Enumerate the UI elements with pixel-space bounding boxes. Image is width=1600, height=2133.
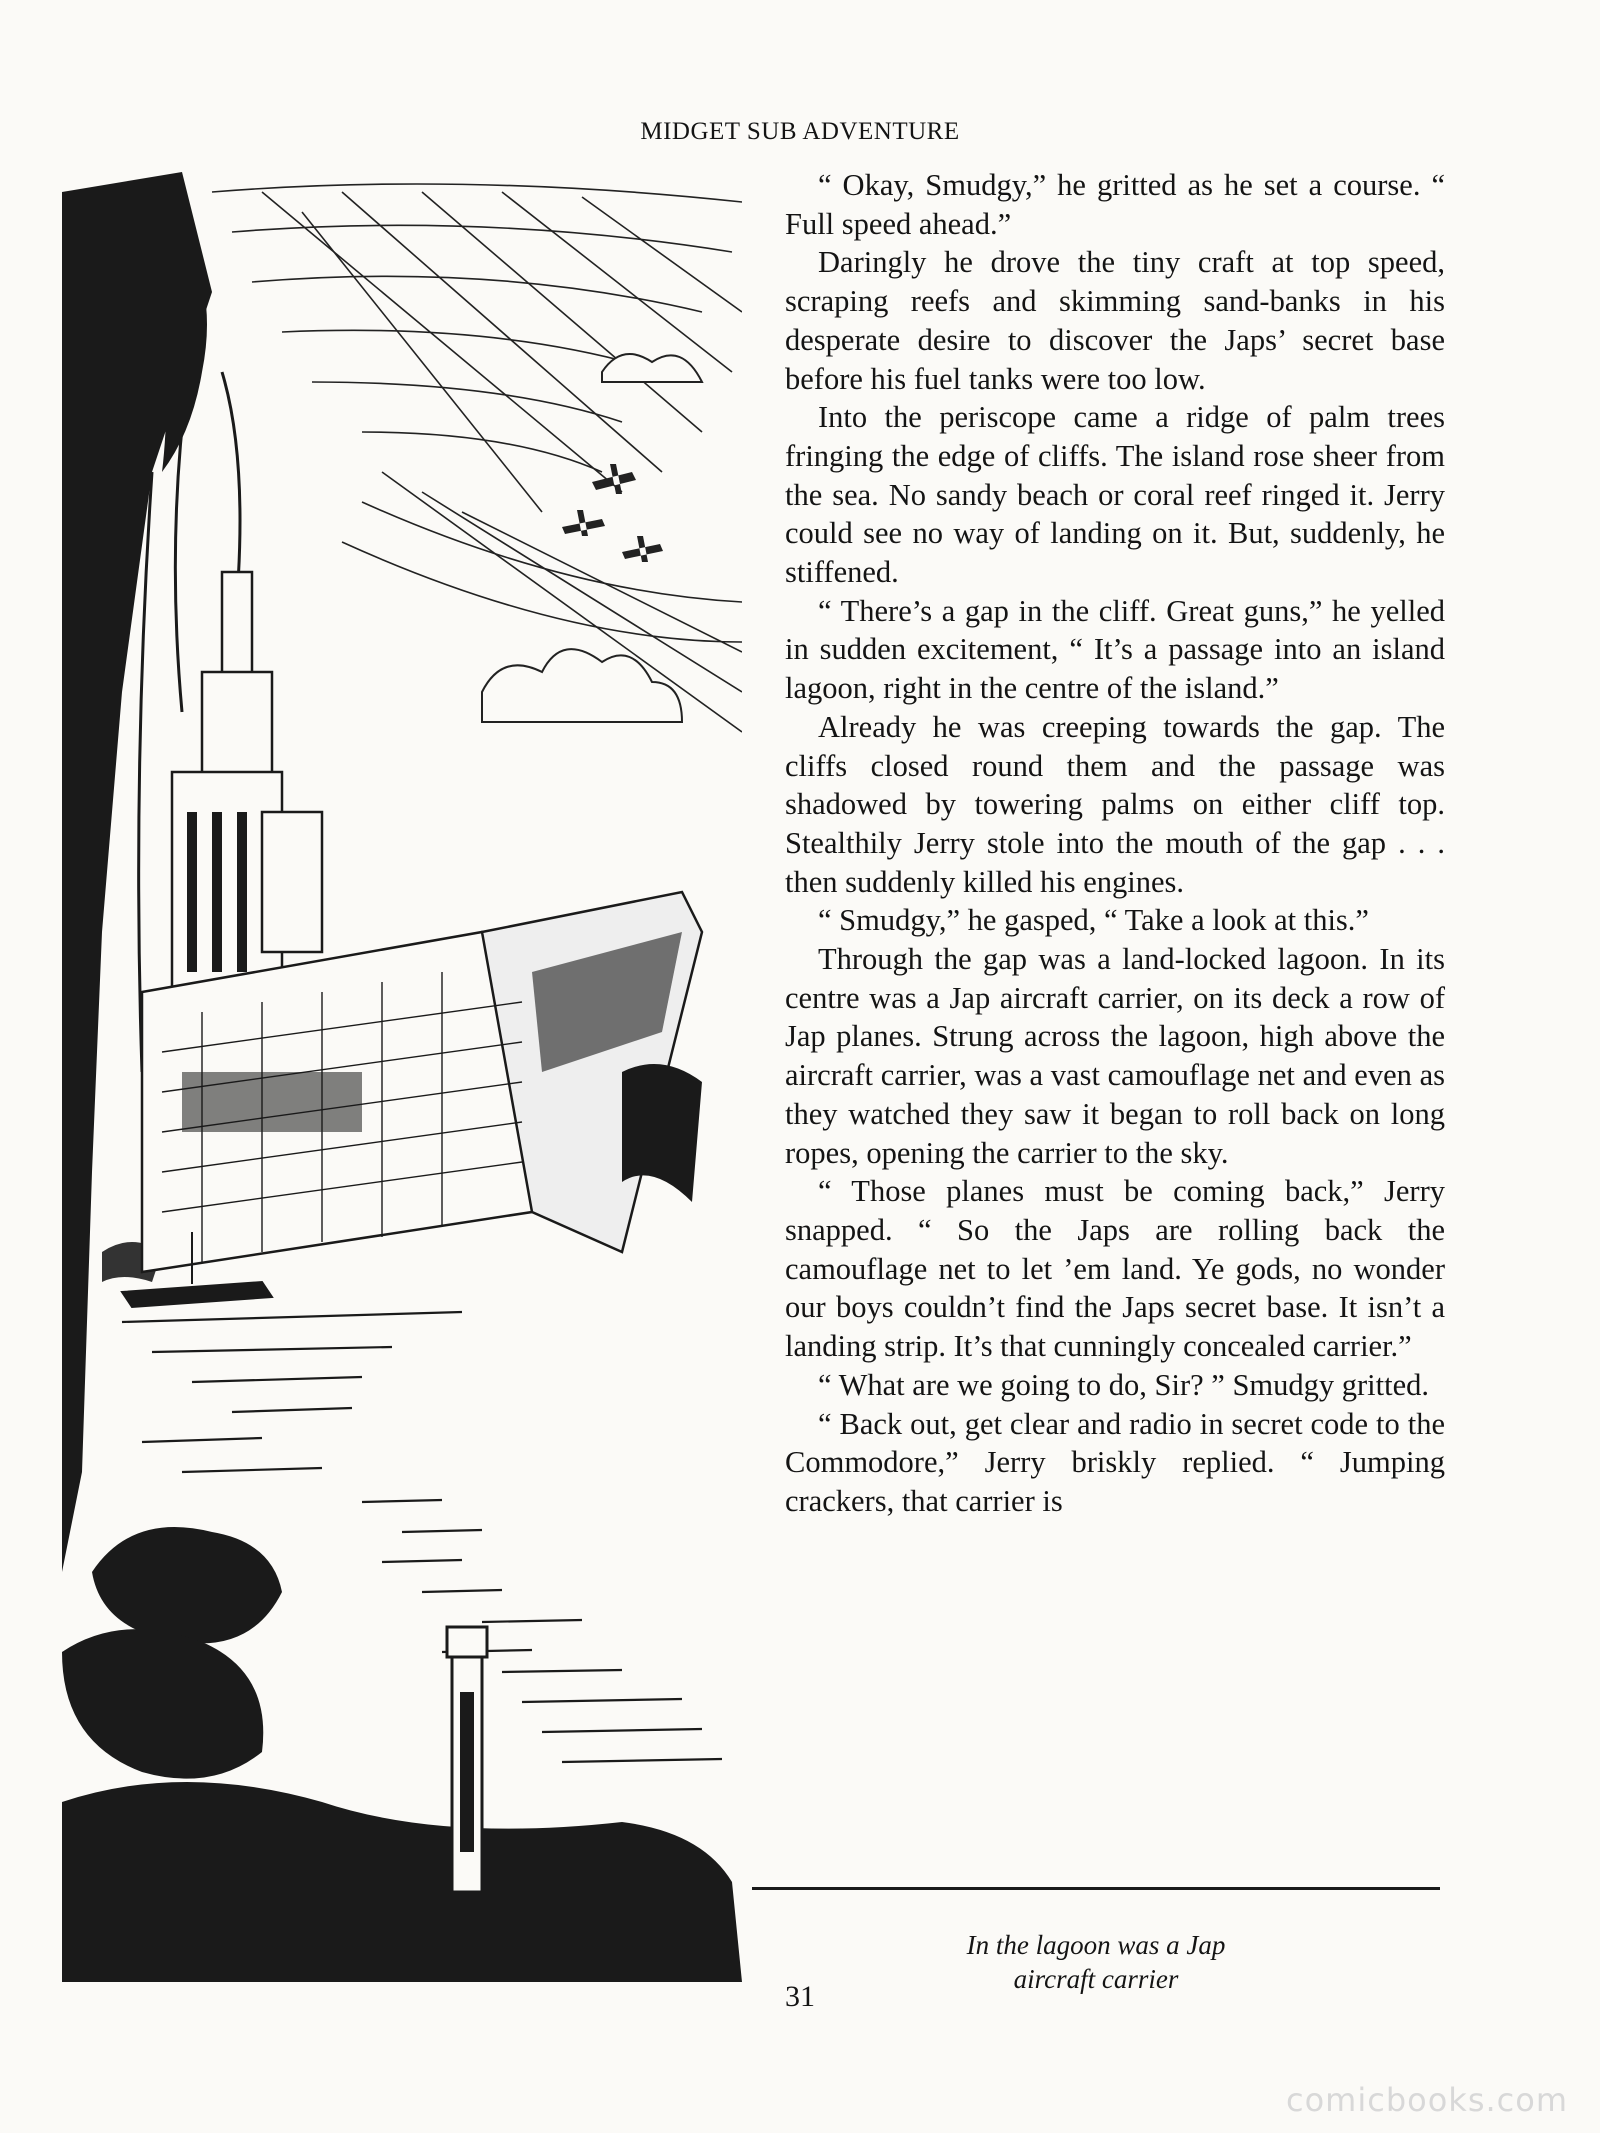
paragraph: Into the periscope came a ridge of palm trees fringing the edge of cliffs. The island rose sheer from the sea. No sandy beach or coral reef ringed it. Jerry could see no way of landing on it. But, suddenly, he stiffened.: [785, 400, 1445, 590]
story-text: [785, 166, 1445, 1521]
paragraph: “ Okay, Smudgy,” he gritted as he set a course. “ Full speed ahead.”: [785, 168, 1445, 241]
paragraph: Daringly he drove the tiny craft at top speed, scraping reefs and skimming sand-banks in his desperate desire to discover the Japs’ secret base before his fuel tanks were too low.: [785, 245, 1445, 396]
paragraph: “ Those planes must be coming back,” Jerry snapped. “ So the Japs are rolling back the camouflage net to let ’em land. Ye gods, no wonder our boys couldn’t find the Japs secret base. It isn’t a landing strip. It’s that cunningly concealed carrier.”: [785, 1174, 1445, 1364]
paragraph: “ Back out, get clear and radio in secret code to the Commodore,” Jerry briskly replied. “ Jumping crackers, that carrier is: [785, 1406, 1445, 1518]
illustration-aircraft-carrier: [62, 172, 742, 1982]
caption-divider: [752, 1887, 1440, 1890]
page-number: 31: [785, 1980, 815, 2013]
watermark: comicbooks.com: [1285, 2081, 1568, 2119]
paragraph: “ There’s a gap in the cliff. Great guns,” he yelled in sudden excitement, “ It’s a passage into an island lagoon, right in the centre of the island.”: [785, 593, 1445, 706]
running-head: MIDGET SUB ADVENTURE: [640, 118, 960, 145]
caption-line: aircraft carrier: [1013, 1964, 1179, 1994]
paragraph: Already he was creeping towards the gap. The cliffs closed round them and the passage was shadowed by towering palms on either cliff top. Stealthily Jerry stole into the mouth of the gap . . . then suddenly killed his engines.: [785, 709, 1445, 899]
paragraph: Through the gap was a land-locked lagoon. In its centre was a Jap aircraft carrier, on its deck a row of Jap planes. Strung across the lagoon, high above the aircraft carrier, was a vast camouflage net and even as they watched they saw it began to roll back on long ropes, opening the carrier to the sky.: [785, 942, 1445, 1170]
paragraph: “ Smudgy,” he gasped, “ Take a look at this.”: [818, 903, 1369, 938]
caption-line: In the lagoon was a Jap: [966, 1930, 1226, 1960]
paragraph: “ What are we going to do, Sir? ” Smudgy gritted.: [818, 1367, 1429, 1402]
illustration-drawing: [62, 172, 742, 1982]
